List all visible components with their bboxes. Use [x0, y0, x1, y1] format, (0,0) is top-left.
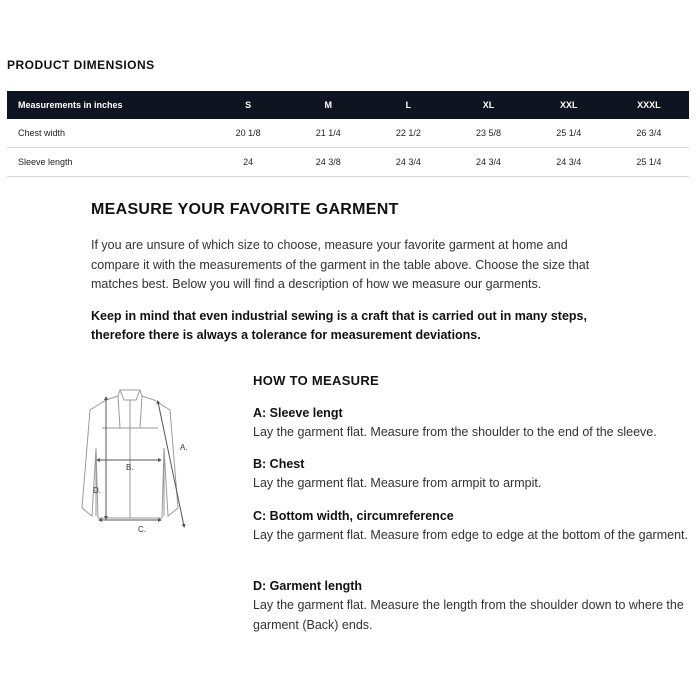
column-header: S: [208, 91, 288, 119]
diagram-label-a: A.: [180, 443, 188, 452]
diagram-label-b: B.: [126, 463, 134, 472]
table-cell: 25 1/4: [529, 119, 609, 148]
diagram-label-d: D.: [93, 486, 101, 495]
jacket-diagram: [62, 388, 202, 538]
column-header: XXL: [529, 91, 609, 119]
how-to-measure-heading: HOW TO MEASURE: [253, 373, 380, 388]
step-text: Lay the garment flat. Measure from edge to edge at the bottom of the garment.: [253, 528, 688, 542]
column-header: XL: [448, 91, 528, 119]
table-cell: Sleeve length: [7, 148, 208, 177]
table-cell: 23 5/8: [448, 119, 528, 148]
page-title: PRODUCT DIMENSIONS: [7, 58, 155, 72]
table-cell: 24 3/4: [368, 148, 448, 177]
table-header-row: [7, 91, 689, 119]
step-chest: [253, 455, 693, 494]
column-header: Measurements in inches: [7, 91, 208, 119]
table-cell: 24: [208, 148, 288, 177]
step-title: C: Bottom width, circumreference: [253, 509, 454, 523]
step-title: D: Garment length: [253, 579, 363, 593]
step-text: Lay the garment flat. Measure the length from the shoulder down to where the garment (Back) ends.: [253, 598, 684, 632]
step-sleeve: [253, 404, 693, 443]
step-text: Lay the garment flat. Measure from the shoulder to the end of the sleeve.: [253, 425, 657, 439]
step-bottom-width: [253, 507, 693, 546]
size-table: [7, 91, 689, 177]
table-cell: 24 3/4: [448, 148, 528, 177]
step-title: B: Chest: [253, 457, 305, 471]
step-garment-length: [253, 577, 693, 635]
table-cell: Chest width: [7, 119, 208, 148]
table-cell: 24 3/4: [529, 148, 609, 177]
table-cell: 25 1/4: [609, 148, 689, 177]
table-row: [7, 119, 689, 148]
table-cell: 20 1/8: [208, 119, 288, 148]
diagram-label-c: C.: [138, 525, 146, 534]
column-header: L: [368, 91, 448, 119]
table-cell: 21 1/4: [288, 119, 368, 148]
measure-heading: MEASURE YOUR FAVORITE GARMENT: [91, 201, 399, 218]
step-text: Lay the garment flat. Measure from armpit to armpit.: [253, 476, 542, 490]
step-title: A: Sleeve lengt: [253, 406, 343, 420]
table-row: [7, 148, 689, 177]
column-header: M: [288, 91, 368, 119]
intro-paragraph: If you are unsure of which size to choose, measure your favorite garment at home and compare it with the measurements of the garment in the table above. Choose the size that matches best. Below you will find a description of how we measure our garments.: [91, 238, 590, 291]
table-cell: 22 1/2: [368, 119, 448, 148]
table-cell: 24 3/8: [288, 148, 368, 177]
table-cell: 26 3/4: [609, 119, 689, 148]
tolerance-note: Keep in mind that even industrial sewing is a craft that is carried out in many steps, therefore there is always a tolerance for measurement deviations.: [91, 309, 587, 342]
jacket-outline-icon: [82, 390, 178, 518]
column-header: XXXL: [609, 91, 689, 119]
